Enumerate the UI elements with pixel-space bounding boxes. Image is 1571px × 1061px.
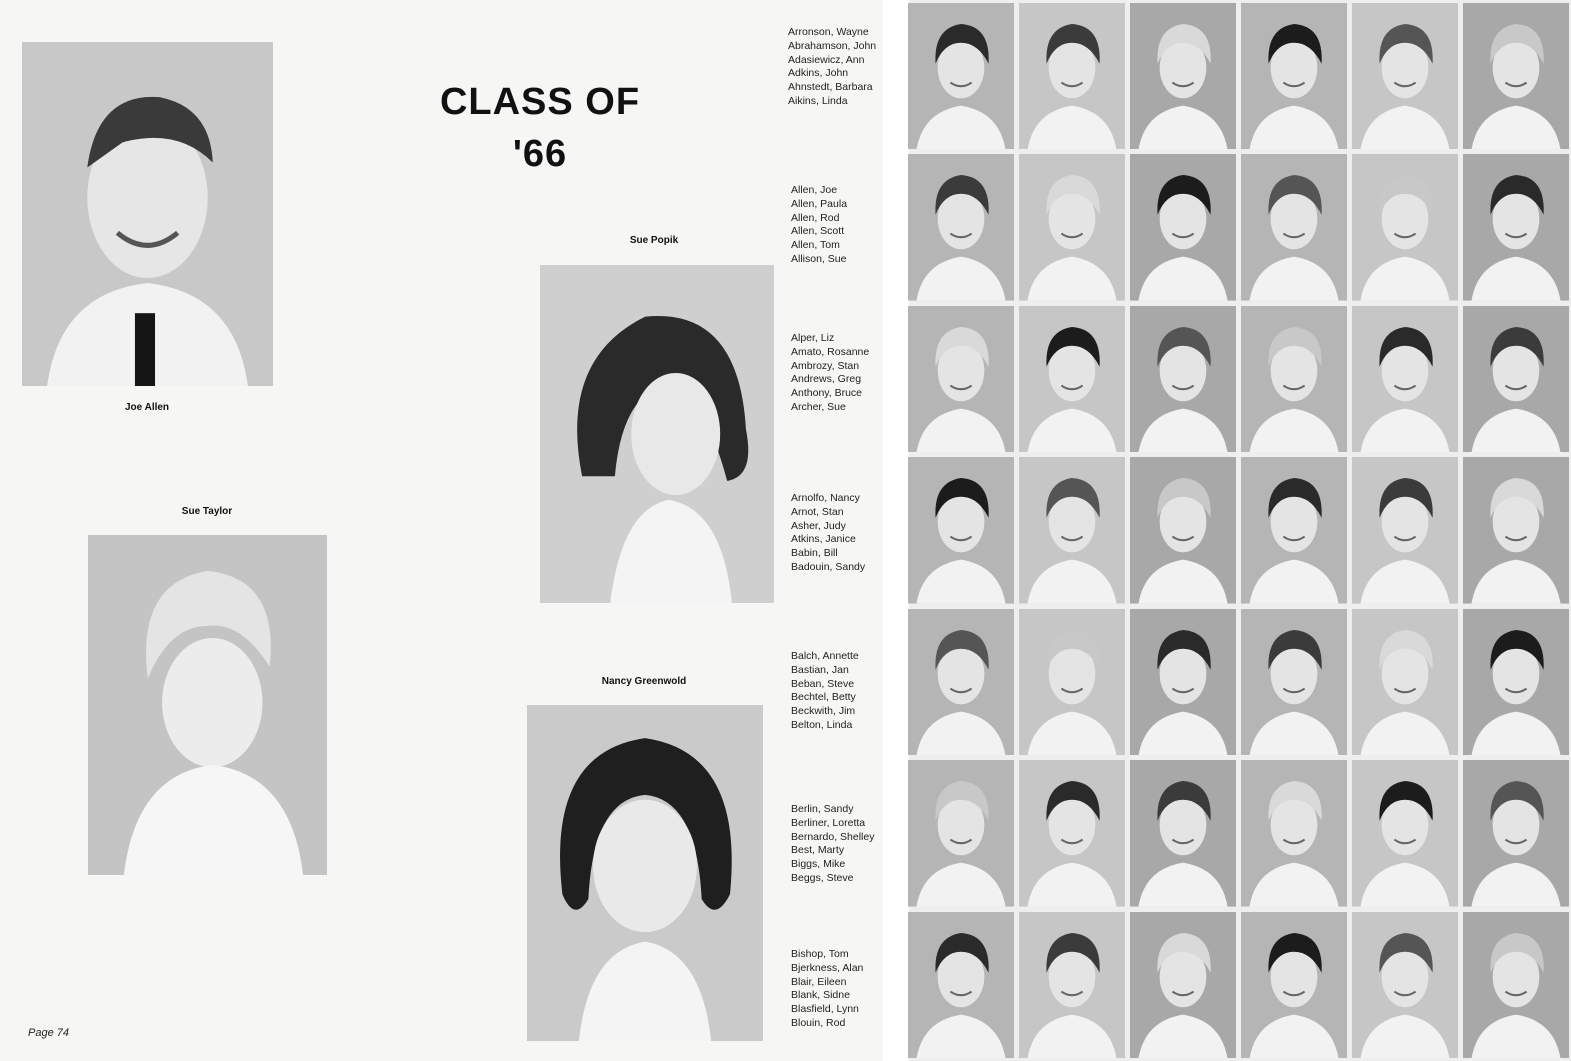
name-entry: Beckwith, Jim	[791, 705, 856, 718]
portrait-photo	[908, 154, 1014, 301]
portrait-photo	[1019, 154, 1125, 301]
portrait-grid	[905, 0, 1571, 1061]
portrait-photo	[1463, 609, 1569, 756]
name-entry: Adkins, John	[788, 67, 849, 80]
portrait-photo	[1463, 154, 1569, 301]
name-entry: Biggs, Mike	[791, 858, 846, 871]
name-entry: Blair, Eileen	[791, 975, 847, 988]
portrait-photo	[1019, 3, 1125, 150]
portrait-photo	[908, 912, 1014, 1059]
portrait-photo	[908, 3, 1014, 150]
name-entry: Aikins, Linda	[788, 94, 848, 107]
portrait-photo	[1130, 306, 1236, 453]
name-entry: Arronson, Wayne	[788, 26, 869, 38]
portrait-photo	[1019, 760, 1125, 907]
portrait-photo-sue-taylor	[88, 535, 327, 875]
name-entry: Bechtel, Betty	[791, 691, 856, 704]
portrait-photo	[1463, 457, 1569, 604]
portrait-photo	[1352, 154, 1458, 301]
name-entry: Asher, Judy	[791, 519, 846, 532]
name-entry: Atkins, Janice	[791, 533, 856, 546]
portrait-photo	[1019, 609, 1125, 756]
name-entry: Bjerkness, Alan	[791, 961, 864, 974]
portrait-photo	[1130, 760, 1236, 907]
name-entry: Beban, Steve	[791, 677, 855, 690]
name-entry: Babin, Bill	[791, 547, 838, 560]
portrait-photo	[1241, 3, 1347, 150]
portrait-photo	[1352, 760, 1458, 907]
portrait-photo-sue-popik	[540, 265, 774, 603]
name-entry: Bastian, Jan	[791, 663, 849, 676]
portrait-photo	[1130, 457, 1236, 604]
portrait-photo	[1130, 3, 1236, 150]
name-entry: Allison, Sue	[791, 252, 847, 265]
portrait-photo-joe-allen	[22, 42, 273, 386]
name-entry: Archer, Sue	[791, 400, 846, 413]
portrait-photo	[1019, 457, 1125, 604]
name-entry: Alper, Liz	[791, 332, 835, 344]
name-entry: Balch, Annette	[791, 650, 859, 662]
page-number: Page 74	[28, 1027, 69, 1039]
portrait-photo	[1241, 912, 1347, 1059]
caption-sue-taylor: Sue Taylor	[181, 506, 233, 517]
caption-nancy-greenwold: Nancy Greenwold	[601, 676, 687, 687]
name-entry: Anthony, Bruce	[791, 387, 863, 400]
name-list-row-3	[791, 332, 901, 415]
title-line-2: '66	[512, 133, 568, 175]
name-list-row-4	[791, 492, 901, 575]
name-entry: Ambrozy, Stan	[791, 359, 860, 372]
name-entry: Bernardo, Shelley	[791, 830, 875, 843]
title-line-1: CLASS OF	[439, 81, 641, 123]
portrait-photo	[1019, 912, 1125, 1059]
name-entry: Berlin, Sandy	[791, 803, 854, 815]
portrait-photo	[1463, 306, 1569, 453]
portrait-photo	[1463, 760, 1569, 907]
portrait-photo	[1352, 306, 1458, 453]
name-entry: Ahnstedt, Barbara	[788, 81, 873, 94]
name-entry: Badouin, Sandy	[791, 560, 866, 573]
name-entry: Allen, Tom	[791, 239, 840, 252]
name-entry: Allen, Joe	[791, 184, 838, 196]
portrait-photo	[1352, 3, 1458, 150]
name-list-row-6	[791, 803, 901, 886]
portrait-photo	[1130, 912, 1236, 1059]
portrait-photo	[1130, 609, 1236, 756]
name-entry: Arnot, Stan	[791, 505, 844, 518]
portrait-photo-nancy-greenwold	[527, 705, 763, 1041]
name-entry: Berliner, Loretta	[791, 816, 866, 829]
name-entry: Allen, Rod	[791, 211, 840, 224]
portrait-photo	[1463, 912, 1569, 1059]
portrait-photo	[908, 609, 1014, 756]
name-list-row-1	[788, 26, 898, 109]
portrait-photo	[1130, 154, 1236, 301]
portrait-photo	[1241, 154, 1347, 301]
portrait-photo	[908, 760, 1014, 907]
portrait-photo	[1241, 306, 1347, 453]
caption-joe-allen: Joe Allen	[124, 402, 170, 413]
name-entry: Amato, Rosanne	[791, 345, 870, 358]
page-title	[420, 76, 660, 180]
name-list-row-5	[791, 650, 901, 733]
portrait-photo	[1463, 3, 1569, 150]
caption-sue-popik: Sue Popik	[629, 235, 679, 246]
name-entry: Best, Marty	[791, 844, 845, 857]
portrait-photo	[1019, 306, 1125, 453]
name-entry: Beggs, Steve	[791, 871, 854, 884]
portrait-photo	[908, 306, 1014, 453]
name-entry: Abrahamson, John	[788, 39, 877, 52]
name-entry: Arnolfo, Nancy	[791, 492, 860, 504]
name-entry: Blasfield, Lynn	[791, 1003, 859, 1016]
portrait-photo	[908, 457, 1014, 604]
name-list-row-7	[791, 948, 901, 1031]
portrait-photo	[1352, 457, 1458, 604]
name-entry: Belton, Linda	[791, 718, 853, 731]
portrait-photo	[1352, 609, 1458, 756]
portrait-photo	[1352, 912, 1458, 1059]
portrait-photo	[1241, 457, 1347, 604]
name-entry: Andrews, Greg	[791, 373, 862, 386]
name-entry: Bishop, Tom	[791, 948, 849, 960]
name-entry: Blouin, Rod	[791, 1016, 846, 1029]
name-entry: Allen, Paula	[791, 197, 848, 210]
portrait-photo	[1241, 760, 1347, 907]
name-entry: Allen, Scott	[791, 225, 845, 238]
name-entry: Blank, Sidne	[791, 989, 850, 1002]
name-list-row-2	[791, 184, 901, 267]
portrait-photo	[1241, 609, 1347, 756]
name-entry: Adasiewicz, Ann	[788, 53, 865, 66]
